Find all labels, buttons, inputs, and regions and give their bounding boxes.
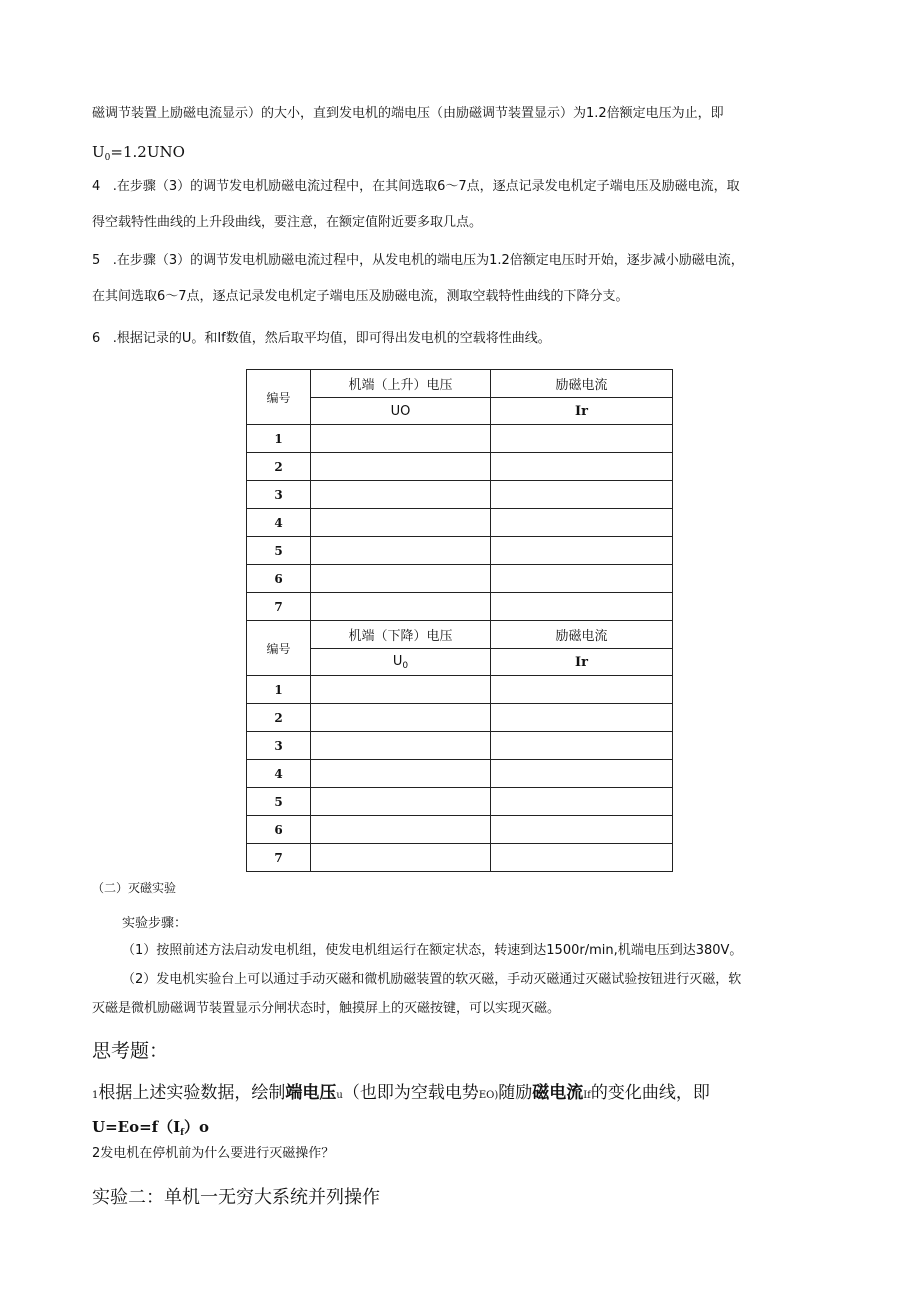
rated-voltage-formula (92, 141, 832, 169)
current-cell (491, 425, 673, 453)
current-cell (491, 704, 673, 732)
current-cell (491, 788, 673, 816)
current-cell (491, 732, 673, 760)
table-up-voltage-unit: UO (311, 398, 491, 425)
row-number: 4 (247, 760, 311, 788)
table-row (247, 537, 673, 565)
table-down-voltage-unit (311, 649, 491, 676)
row-number: 1 (247, 425, 311, 453)
rising-voltage-table (246, 369, 673, 621)
step6-text: .根据记录的U。和If数值，然后取平均值，即可得出发电机的空载将性曲线。 (112, 331, 551, 346)
voltage-cell (311, 509, 491, 537)
current-cell (491, 844, 673, 872)
current-cell (491, 816, 673, 844)
row-number: 3 (247, 481, 311, 509)
row-number: 6 (247, 816, 311, 844)
voltage-cell (311, 481, 491, 509)
table-row (247, 816, 673, 844)
voltage-cell (311, 704, 491, 732)
table-down-voltage-header: 机端（下降）电压 (311, 621, 491, 649)
table-row (247, 453, 673, 481)
step6-line (92, 328, 832, 350)
voltage-cell (311, 425, 491, 453)
question-1 (92, 1078, 710, 1103)
table-row (247, 509, 673, 537)
thinking-title: 思考题： (92, 1040, 169, 1062)
row-number: 6 (247, 565, 311, 593)
step4-line2: 得空载特性曲线的上升段曲线，要注意，在额定值附近要多取几点。 (92, 215, 483, 230)
question-2: 2发电机在停机前为什么要进行灭磁操作？ (92, 1146, 335, 1161)
voltage-cell (311, 760, 491, 788)
row-number: 7 (247, 593, 311, 621)
q1-text-i: 的变化曲线，即 (590, 1083, 710, 1103)
current-cell (491, 565, 673, 593)
q1-number: 1 (92, 1090, 99, 1101)
demag-step1: （1）按照前述方法启动发电机组，使发电机组运行在额定状态，转速到达1500r/min,机端电压到达380V。 (122, 943, 743, 958)
formula-rest: =1.2UNO (110, 143, 185, 161)
step6-number: 6 (92, 331, 101, 346)
table-up-current-unit: Ir (491, 398, 673, 425)
table-row (247, 844, 673, 872)
row-number: 7 (247, 844, 311, 872)
row-number: 2 (247, 704, 311, 732)
experiment-2-title: 实验二：单机一无穷大系统并列操作 (92, 1187, 380, 1208)
q1-term-current: 磁电流 (532, 1083, 584, 1103)
formula-b: ）o (184, 1118, 210, 1136)
u-subscript: 0 (104, 153, 111, 163)
question-1-formula (92, 1116, 832, 1144)
q1-symbol-if: If (583, 1090, 591, 1101)
table-down-current-header: 励磁电流 (491, 621, 673, 649)
table-row (247, 481, 673, 509)
u-symbol: U (392, 653, 403, 669)
table-up-voltage-header: 机端（上升）电压 (311, 370, 491, 398)
voltage-cell (311, 788, 491, 816)
voltage-cell (311, 816, 491, 844)
voltage-cell (311, 732, 491, 760)
formula-a: U=Eo=f（I (92, 1118, 181, 1136)
q1-text-a: 根据上述实验数据，绘制 (98, 1083, 286, 1103)
demag-step2-line1: （2）发电机实验台上可以通过手动灭磁和微机励磁装置的软灭磁，手动灭磁通过灭磁试验按钮进行灭磁，软 (122, 972, 742, 987)
current-cell (491, 481, 673, 509)
falling-voltage-table (246, 620, 673, 872)
table-down-current-unit: Ir (491, 649, 673, 676)
step5-number: 5 (92, 253, 101, 268)
row-number: 5 (247, 537, 311, 565)
table-row (247, 593, 673, 621)
table-row (247, 425, 673, 453)
table-row (247, 676, 673, 704)
current-cell (491, 509, 673, 537)
demag-heading: （二）灭磁实验 (92, 881, 177, 895)
table-row (247, 565, 673, 593)
current-cell (491, 537, 673, 565)
demag-step2-line2: 灭磁是微机励磁调节装置显示分闸状态时，触摸屏上的灭磁按键，可以实现灭磁。 (92, 1001, 561, 1016)
formula-subscript: f (180, 1128, 185, 1138)
row-number: 5 (247, 788, 311, 816)
step4-number: 4 (92, 179, 101, 194)
table-row (247, 704, 673, 732)
step5-line1 (92, 250, 832, 272)
q1-term-voltage: 端电压 (285, 1083, 337, 1103)
q1-text-f: 随励 (498, 1083, 533, 1103)
step5-line2: 在其间选取6～7点，逐点记录发电机定子端电压及励磁电流，测取空载特性曲线的下降分支。 (92, 289, 629, 304)
row-number: 3 (247, 732, 311, 760)
table-up-col-number-header: 编号 (247, 370, 311, 425)
voltage-cell (311, 593, 491, 621)
voltage-cell (311, 537, 491, 565)
q1-symbol-u: u (336, 1090, 343, 1101)
voltage-cell (311, 676, 491, 704)
step4-line1 (92, 176, 832, 198)
row-number: 2 (247, 453, 311, 481)
table-row (247, 732, 673, 760)
row-number: 4 (247, 509, 311, 537)
table-row (247, 760, 673, 788)
voltage-cell (311, 565, 491, 593)
current-cell (491, 760, 673, 788)
voltage-cell (311, 453, 491, 481)
current-cell (491, 676, 673, 704)
demag-steps-label: 实验步骤： (122, 916, 188, 931)
step4-text: .在步骤（3）的调节发电机励磁电流过程中，在其间选取6～7点，逐点记录发电机定子端电压及励磁电流，取 (112, 179, 740, 194)
current-cell (491, 453, 673, 481)
voltage-cell (311, 844, 491, 872)
q1-text-d: （也即为空载电势 (342, 1083, 479, 1103)
step3-continuation: 磁调节装置上励磁电流显示）的大小，直到发电机的端电压（由励磁调节装置显示）为1.2倍额定电压为止，即 (92, 106, 724, 121)
row-number: 1 (247, 676, 311, 704)
q1-symbol-eo: EO) (478, 1090, 499, 1101)
table-row (247, 788, 673, 816)
table-up-current-header: 励磁电流 (491, 370, 673, 398)
step5-text: .在步骤（3）的调节发电机励磁电流过程中，从发电机的端电压为1.2倍额定电压时开始，逐步减小励磁电流， (112, 253, 744, 268)
current-cell (491, 593, 673, 621)
u-symbol: U (92, 143, 105, 161)
table-down-col-number-header: 编号 (247, 621, 311, 676)
u-subscript: 0 (402, 660, 409, 671)
